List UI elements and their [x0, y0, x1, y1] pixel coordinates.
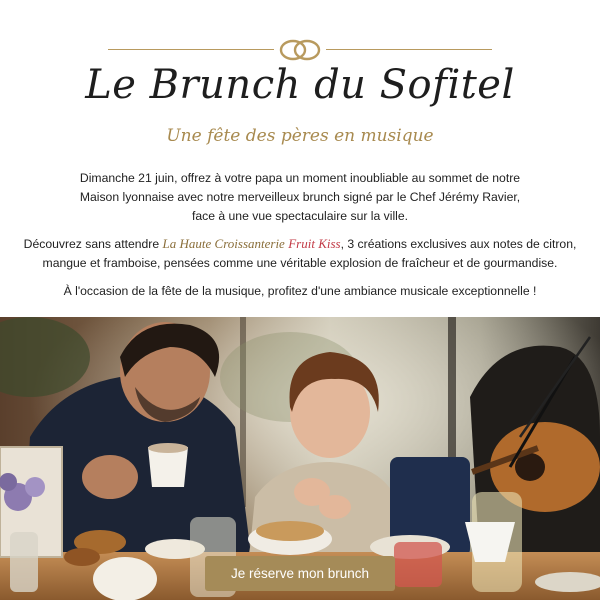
product-text: , 3 créations exclusives aux notes de citron,	[340, 237, 577, 251]
product-line: mangue et framboise, pensées comme une véritable explosion de fraîcheur et de gourmandise.	[42, 256, 558, 270]
ornament-line-right	[326, 49, 492, 50]
reserve-brunch-button[interactable]: Je réserve mon brunch	[205, 556, 395, 591]
header-ornament	[0, 37, 600, 63]
product-paragraph	[0, 234, 600, 273]
product-line	[0, 234, 600, 254]
interlocked-rings-icon	[278, 38, 322, 62]
product-name: Fruit Kiss	[288, 236, 341, 251]
page-title: Le Brunch du Sofitel	[85, 62, 515, 108]
page-subtitle: Une fête des pères en musique	[166, 126, 434, 146]
intro-paragraph	[0, 169, 600, 226]
intro-line: Dimanche 21 juin, offrez à votre papa un moment inoubliable au sommet de notre	[79, 171, 521, 185]
brand-name: La Haute Croissanterie	[162, 236, 285, 251]
music-paragraph: À l'occasion de la fête de la musique, profitez d'une ambiance musicale exceptionnelle !	[63, 284, 537, 298]
intro-line: face à une vue spectaculaire sur la ville.	[191, 209, 409, 223]
intro-line: Maison lyonnaise avec notre merveilleux brunch signé par le Chef Jérémy Ravier,	[79, 190, 521, 204]
ornament-line-left	[108, 49, 274, 50]
product-text: Découvrez sans attendre	[23, 237, 163, 251]
hero-photo	[0, 317, 600, 600]
